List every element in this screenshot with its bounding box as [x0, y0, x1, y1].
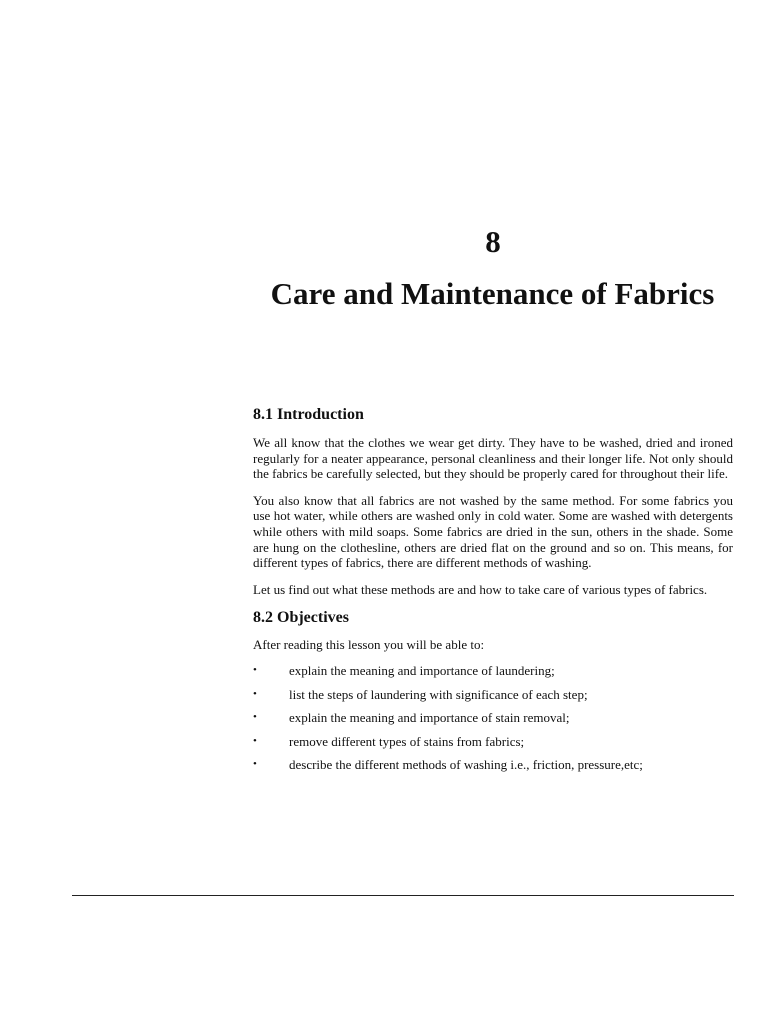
objectives-list: [253, 663, 733, 773]
section-heading-introduction: 8.1 Introduction: [253, 406, 364, 423]
intro-paragraph-2: You also know that all fabrics are not washed by the same method. For some fabrics you use hot water, while others are washed only in cold water. Some are washed with detergents while others with mild soaps. Some fabrics are dried in the sun, others in the shade. Some are hung on the clothesline, others are dried flat on the ground and so on. This means, for different types of fabrics, there are different methods of washing.: [253, 492, 733, 571]
bullet-icon: •: [253, 758, 257, 771]
bullet-icon: •: [253, 711, 257, 724]
main-content: [253, 404, 733, 781]
chapter-title: Care and Maintenance of Fabrics: [270, 276, 715, 311]
objectives-lead: After reading this lesson you will be able to:: [253, 637, 485, 653]
chapter-number: 8: [485, 224, 501, 259]
bullet-icon: •: [253, 734, 257, 747]
list-item: [253, 710, 733, 726]
objective-text: explain the meaning and importance of laundering;: [289, 662, 555, 678]
bullet-icon: •: [253, 663, 257, 676]
intro-paragraph-1: We all know that the clothes we wear get dirty. They have to be washed, dried and ironed regularly for a neater appearance, personal cleanliness and their longer life. Not only should the fabrics be carefully selected, but they should be properly cared for throughout their life.: [253, 435, 733, 482]
objective-text: list the steps of laundering with significance of each step;: [289, 686, 588, 702]
list-item: [253, 663, 733, 679]
section-heading-objectives: 8.2 Objectives: [253, 609, 349, 627]
objective-text: explain the meaning and importance of stain removal;: [289, 710, 570, 726]
intro-paragraph-3: Let us find out what these methods are and how to take care of various types of fabrics.: [253, 581, 708, 597]
list-item: [253, 734, 733, 750]
list-item: [253, 757, 733, 773]
objective-text: describe the different methods of washing i.e., friction, pressure,etc;: [289, 757, 643, 773]
objective-text: remove different types of stains from fabrics;: [289, 733, 525, 749]
bullet-icon: •: [253, 687, 257, 700]
footer-divider: [72, 895, 734, 896]
list-item: [253, 687, 733, 703]
